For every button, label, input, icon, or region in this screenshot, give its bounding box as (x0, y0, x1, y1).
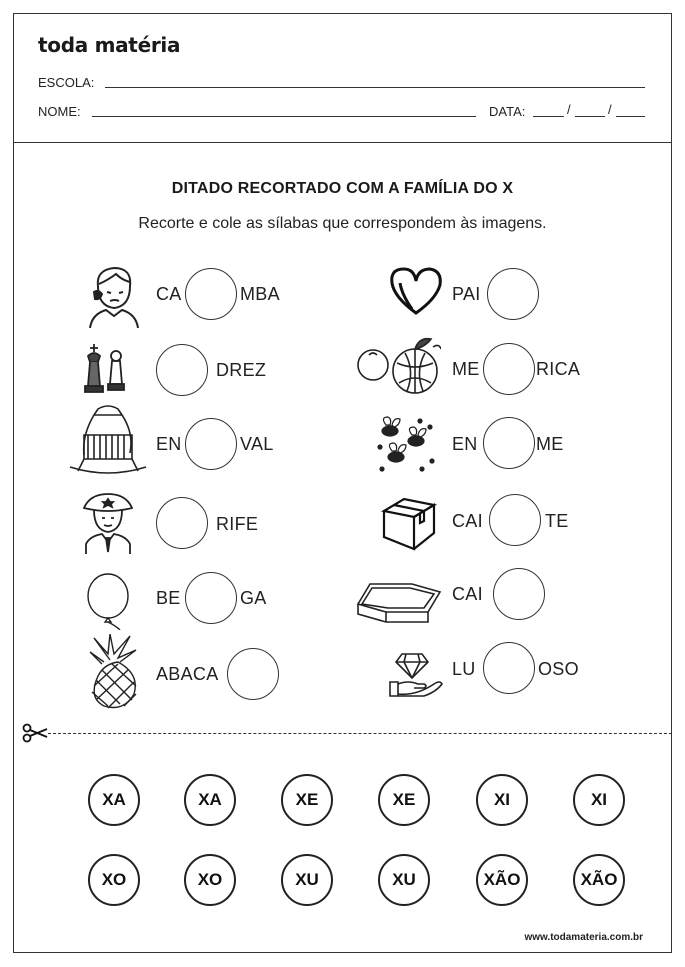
date-separator: / (567, 102, 571, 117)
brand-logo: toda matéria (38, 33, 181, 57)
cut-line (48, 733, 672, 734)
word-before: EN (156, 434, 182, 454)
word-after: MBA (240, 284, 280, 304)
word-before: LU (452, 659, 476, 679)
chess-pieces-icon (80, 340, 130, 398)
syllable-chip[interactable]: XO (88, 854, 140, 906)
date-separator: / (608, 102, 612, 117)
answer-blank[interactable] (156, 497, 208, 549)
answer-blank[interactable] (156, 344, 208, 396)
answer-blank[interactable] (483, 642, 535, 694)
school-label: ESCOLA: (38, 75, 95, 90)
answer-blank[interactable] (185, 572, 237, 624)
word-after: OSO (538, 659, 579, 679)
word-before: BE (156, 588, 181, 608)
date-month-field[interactable] (575, 116, 605, 117)
word-before: ABACA (156, 664, 219, 684)
heart-icon (388, 265, 444, 317)
scissors-icon (22, 723, 48, 743)
answer-blank[interactable] (487, 268, 539, 320)
word-before: CAI (452, 584, 483, 604)
word-before: CAI (452, 511, 483, 531)
syllable-chip[interactable]: XE (281, 774, 333, 826)
school-field[interactable] (105, 87, 645, 88)
box-icon (380, 495, 438, 551)
answer-blank[interactable] (483, 417, 535, 469)
bee-swarm-icon (374, 413, 438, 475)
pineapple-icon (80, 634, 146, 710)
syllable-chip[interactable]: XI (476, 774, 528, 826)
answer-blank[interactable] (483, 343, 535, 395)
date-day-field[interactable] (533, 116, 564, 117)
answer-blank[interactable] (489, 494, 541, 546)
answer-blank[interactable] (185, 268, 237, 320)
syllable-chip[interactable]: XO (184, 854, 236, 906)
page-title: DITADO RECORTADO COM A FAMÍLIA DO X (171, 180, 514, 197)
cradle-icon (68, 405, 148, 477)
word-after: ME (536, 434, 564, 454)
syllable-chip[interactable]: XÃO (476, 854, 528, 906)
word-after: GA (240, 588, 267, 608)
syllable-chip[interactable]: XA (88, 774, 140, 826)
date-label: DATA: (489, 104, 526, 119)
sheriff-icon (80, 492, 136, 554)
syllable-chip[interactable]: XU (281, 854, 333, 906)
word-before: CA (156, 284, 182, 304)
instructions: Recorte e cole as sílabas que correspondem às imagens. (138, 215, 547, 232)
word-before: EN (452, 434, 478, 454)
balloon-icon (86, 572, 134, 630)
date-year-field[interactable] (616, 116, 645, 117)
syllable-chip[interactable]: XA (184, 774, 236, 826)
face-ache-icon (86, 262, 142, 328)
syllable-chip[interactable]: XI (573, 774, 625, 826)
diamond-hand-icon (388, 648, 444, 698)
header-divider (13, 142, 672, 143)
tangerine-icon (355, 335, 441, 397)
name-field[interactable] (92, 116, 476, 117)
footer-url: www.todamateria.com.br (524, 932, 643, 943)
syllable-chip[interactable]: XÃO (573, 854, 625, 906)
word-after: RICA (536, 359, 581, 379)
answer-blank[interactable] (493, 568, 545, 620)
word-after: VAL (240, 434, 274, 454)
word-before: ME (452, 359, 480, 379)
syllable-chip[interactable]: XE (378, 774, 430, 826)
answer-blank[interactable] (185, 418, 237, 470)
word-after: DREZ (216, 360, 267, 380)
word-after: RIFE (216, 514, 259, 534)
name-label: NOME: (38, 104, 81, 119)
word-after: TE (545, 511, 569, 531)
syllable-chip[interactable]: XU (378, 854, 430, 906)
word-before: PAI (452, 284, 481, 304)
answer-blank[interactable] (227, 648, 279, 700)
coffin-icon (356, 570, 442, 626)
